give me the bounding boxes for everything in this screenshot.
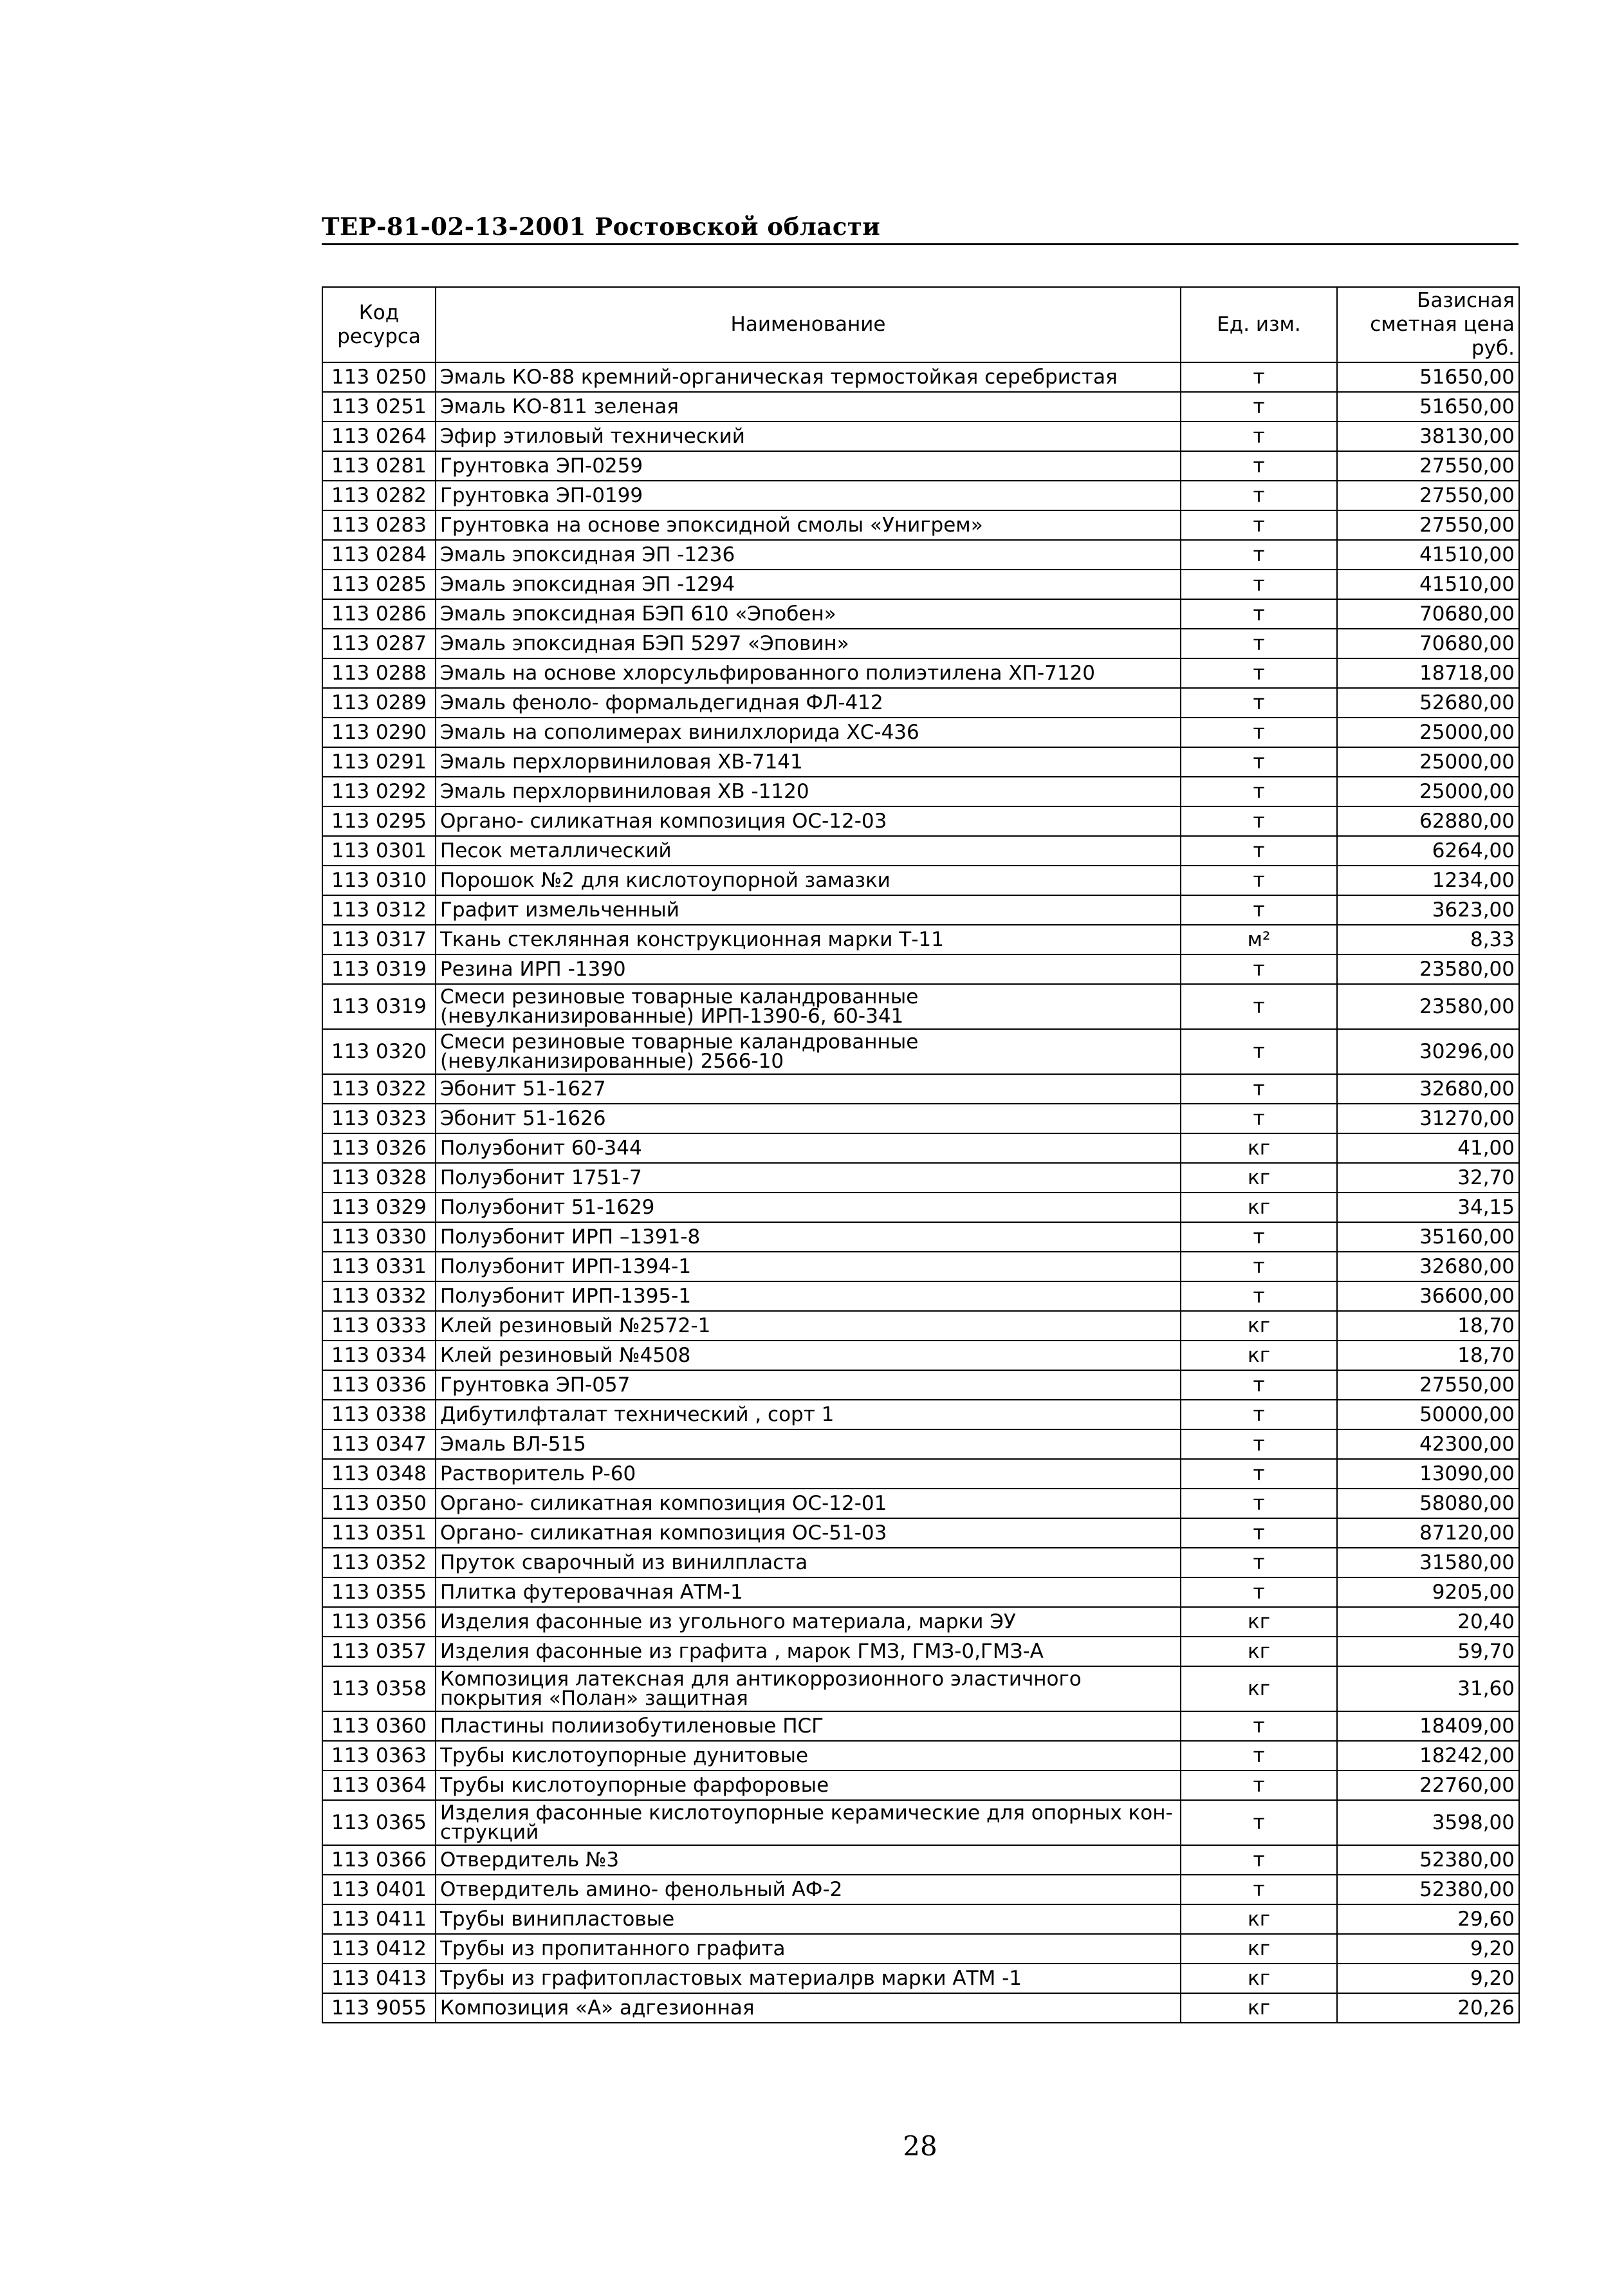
cell-name: Полуэбонит ИРП-1394-1 — [436, 1252, 1181, 1281]
cell-name: Пластины полиизобутиленовые ПСГ — [436, 1711, 1181, 1741]
cell-code: 113 0336 — [322, 1370, 436, 1400]
cell-price: 38130,00 — [1337, 422, 1519, 451]
table-row — [322, 925, 1519, 954]
table-row — [322, 599, 1519, 629]
cell-name: Песок металлический — [436, 836, 1181, 866]
cell-code: 113 0347 — [322, 1429, 436, 1459]
cell-unit: т — [1181, 1459, 1337, 1489]
table-row — [322, 895, 1519, 925]
table-row — [322, 1800, 1519, 1845]
table-row — [322, 1459, 1519, 1489]
table-row — [322, 1074, 1519, 1104]
cell-unit: т — [1181, 1429, 1337, 1459]
column-header-price: Базисная сметная цена руб. — [1337, 287, 1519, 362]
cell-code: 113 0283 — [322, 510, 436, 540]
cell-unit: кг — [1181, 1341, 1337, 1370]
cell-price: 52380,00 — [1337, 1845, 1519, 1875]
cell-price: 9205,00 — [1337, 1577, 1519, 1607]
cell-price: 18,70 — [1337, 1341, 1519, 1370]
cell-name: Эмаль на основе хлорсульфированного полиэтилена ХП-7120 — [436, 658, 1181, 688]
table-row — [322, 1311, 1519, 1341]
cell-unit: кг — [1181, 1163, 1337, 1193]
table-row — [322, 451, 1519, 481]
page-number: 28 — [903, 2130, 937, 2162]
column-header-code: Код ресурса — [322, 287, 436, 362]
table-row — [322, 1193, 1519, 1222]
cell-code: 113 0285 — [322, 570, 436, 599]
cell-code: 113 0295 — [322, 806, 436, 836]
cell-name: Изделия фасонные из угольного материала, марки ЭУ — [436, 1607, 1181, 1637]
cell-code: 113 0350 — [322, 1489, 436, 1518]
cell-name: Дибутилфталат технический , сорт 1 — [436, 1400, 1181, 1429]
cell-name: Эмаль перхлорвиниловая ХВ -1120 — [436, 777, 1181, 806]
cell-code: 113 0323 — [322, 1104, 436, 1133]
table-row — [322, 1281, 1519, 1311]
cell-code: 113 0352 — [322, 1548, 436, 1577]
cell-code: 113 0329 — [322, 1193, 436, 1222]
cell-name: Растворитель Р-60 — [436, 1459, 1181, 1489]
table-row — [322, 570, 1519, 599]
table-row — [322, 1163, 1519, 1193]
table-row — [322, 1904, 1519, 1934]
cell-unit: кг — [1181, 1311, 1337, 1341]
cell-unit: т — [1181, 658, 1337, 688]
cell-unit: т — [1181, 806, 1337, 836]
cell-unit: т — [1181, 1770, 1337, 1800]
table-row — [322, 1400, 1519, 1429]
cell-name: Грунтовка ЭП-057 — [436, 1370, 1181, 1400]
cell-price: 32,70 — [1337, 1163, 1519, 1193]
cell-code: 113 0282 — [322, 481, 436, 510]
resource-price-table — [322, 286, 1520, 2023]
cell-price: 9,20 — [1337, 1964, 1519, 1993]
cell-price: 18718,00 — [1337, 658, 1519, 688]
cell-unit: т — [1181, 718, 1337, 747]
table-header-row — [322, 287, 1519, 362]
cell-code: 113 0328 — [322, 1163, 436, 1193]
cell-price: 18,70 — [1337, 1311, 1519, 1341]
table-row — [322, 1711, 1519, 1741]
cell-code: 113 0412 — [322, 1934, 436, 1964]
cell-name: Клей резиновый №4508 — [436, 1341, 1181, 1370]
cell-code: 113 0364 — [322, 1770, 436, 1800]
cell-unit: кг — [1181, 1934, 1337, 1964]
cell-price: 25000,00 — [1337, 718, 1519, 747]
cell-code: 113 0310 — [322, 866, 436, 895]
cell-code: 113 0301 — [322, 836, 436, 866]
cell-price: 41,00 — [1337, 1133, 1519, 1163]
cell-name: Изделия фасонные кислотоупорные керамические для опорных кон-струкций — [436, 1800, 1181, 1845]
cell-code: 113 0287 — [322, 629, 436, 658]
cell-name: Органо- силикатная композиция ОС-12-01 — [436, 1489, 1181, 1518]
cell-price: 27550,00 — [1337, 510, 1519, 540]
table-row — [322, 481, 1519, 510]
cell-name: Полуэбонит ИРП-1395-1 — [436, 1281, 1181, 1311]
table-row — [322, 1429, 1519, 1459]
cell-unit: кг — [1181, 1637, 1337, 1666]
cell-name: Полуэбонит 51-1629 — [436, 1193, 1181, 1222]
table-row — [322, 866, 1519, 895]
cell-price: 35160,00 — [1337, 1222, 1519, 1252]
cell-code: 113 0338 — [322, 1400, 436, 1429]
cell-name: Плитка футеровачная АТМ-1 — [436, 1577, 1181, 1607]
cell-price: 27550,00 — [1337, 451, 1519, 481]
cell-name: Эбонит 51-1627 — [436, 1074, 1181, 1104]
cell-unit: т — [1181, 747, 1337, 777]
cell-name: Композиция «А» адгезионная — [436, 1993, 1181, 2023]
cell-name: Эмаль КО-88 кремний-органическая термостойкая серебристая — [436, 362, 1181, 392]
table-row — [322, 1252, 1519, 1281]
cell-name: Графит измельченный — [436, 895, 1181, 925]
cell-name: Композиция латексная для антикоррозионного эластичного покрытия «Полан» защитная — [436, 1666, 1181, 1711]
cell-code: 113 0365 — [322, 1800, 436, 1845]
cell-code: 113 0358 — [322, 1666, 436, 1711]
table-row — [322, 1993, 1519, 2023]
cell-unit: т — [1181, 570, 1337, 599]
cell-code: 113 0326 — [322, 1133, 436, 1163]
cell-name: Трубы винипластовые — [436, 1904, 1181, 1934]
cell-name: Полуэбонит 1751-7 — [436, 1163, 1181, 1193]
table-row — [322, 1518, 1519, 1548]
cell-unit: т — [1181, 836, 1337, 866]
cell-name: Полуэбонит 60-344 — [436, 1133, 1181, 1163]
cell-unit: кг — [1181, 1193, 1337, 1222]
cell-code: 113 0357 — [322, 1637, 436, 1666]
cell-name: Эмаль эпоксидная БЭП 610 «Эпобен» — [436, 599, 1181, 629]
cell-code: 113 0330 — [322, 1222, 436, 1252]
cell-unit: кг — [1181, 1964, 1337, 1993]
cell-price: 3623,00 — [1337, 895, 1519, 925]
cell-unit: т — [1181, 1518, 1337, 1548]
cell-name: Эмаль эпоксидная ЭП -1236 — [436, 540, 1181, 570]
cell-price: 23580,00 — [1337, 984, 1519, 1029]
cell-code: 113 0366 — [322, 1845, 436, 1875]
cell-price: 62880,00 — [1337, 806, 1519, 836]
cell-code: 113 0312 — [322, 895, 436, 925]
cell-price: 27550,00 — [1337, 1370, 1519, 1400]
cell-name: Трубы из графитопластовых материалрв марки АТМ -1 — [436, 1964, 1181, 1993]
cell-price: 87120,00 — [1337, 1518, 1519, 1548]
cell-unit: т — [1181, 1029, 1337, 1074]
cell-name: Пруток сварочный из винилпласта — [436, 1548, 1181, 1577]
table-row — [322, 362, 1519, 392]
cell-price: 22760,00 — [1337, 1770, 1519, 1800]
cell-name: Эмаль эпоксидная ЭП -1294 — [436, 570, 1181, 599]
header-rule — [322, 243, 1518, 245]
cell-code: 113 0251 — [322, 392, 436, 422]
cell-price: 50000,00 — [1337, 1400, 1519, 1429]
cell-unit: т — [1181, 1074, 1337, 1104]
cell-unit: т — [1181, 895, 1337, 925]
table-row — [322, 1845, 1519, 1875]
cell-unit: т — [1181, 1845, 1337, 1875]
cell-unit: т — [1181, 1875, 1337, 1904]
cell-code: 113 0264 — [322, 422, 436, 451]
cell-name: Органо- силикатная композиция ОС-51-03 — [436, 1518, 1181, 1548]
cell-code: 113 0355 — [322, 1577, 436, 1607]
cell-price: 9,20 — [1337, 1934, 1519, 1964]
table-row — [322, 1489, 1519, 1518]
table-row — [322, 688, 1519, 718]
cell-price: 30296,00 — [1337, 1029, 1519, 1074]
cell-price: 23580,00 — [1337, 954, 1519, 984]
cell-unit: т — [1181, 1489, 1337, 1518]
cell-unit: т — [1181, 1400, 1337, 1429]
cell-name: Отвердитель №3 — [436, 1845, 1181, 1875]
cell-code: 113 0284 — [322, 540, 436, 570]
cell-price: 51650,00 — [1337, 392, 1519, 422]
cell-code: 113 0331 — [322, 1252, 436, 1281]
cell-unit: кг — [1181, 1133, 1337, 1163]
cell-name: Эмаль перхлорвиниловая ХВ-7141 — [436, 747, 1181, 777]
cell-name: Эмаль КО-811 зеленая — [436, 392, 1181, 422]
cell-price: 18409,00 — [1337, 1711, 1519, 1741]
column-header-unit: Ед. изм. — [1181, 287, 1337, 362]
cell-unit: т — [1181, 777, 1337, 806]
table-row — [322, 540, 1519, 570]
cell-unit: т — [1181, 1741, 1337, 1770]
cell-code: 113 0348 — [322, 1459, 436, 1489]
document-header: ТЕР-81-02-13-2001 Ростовской области — [322, 212, 881, 241]
cell-price: 25000,00 — [1337, 747, 1519, 777]
cell-price: 8,33 — [1337, 925, 1519, 954]
cell-unit: кг — [1181, 1607, 1337, 1637]
cell-code: 113 0351 — [322, 1518, 436, 1548]
cell-price: 31580,00 — [1337, 1548, 1519, 1577]
table-row — [322, 1964, 1519, 1993]
cell-code: 113 0360 — [322, 1711, 436, 1741]
cell-unit: т — [1181, 1577, 1337, 1607]
cell-price: 32680,00 — [1337, 1252, 1519, 1281]
table-row — [322, 1133, 1519, 1163]
cell-unit: т — [1181, 984, 1337, 1029]
cell-price: 1234,00 — [1337, 866, 1519, 895]
table-row — [322, 1548, 1519, 1577]
table-row — [322, 1577, 1519, 1607]
cell-unit: т — [1181, 1252, 1337, 1281]
table-row — [322, 806, 1519, 836]
cell-unit: т — [1181, 362, 1337, 392]
table-row — [322, 718, 1519, 747]
cell-code: 113 0413 — [322, 1964, 436, 1993]
cell-unit: т — [1181, 1370, 1337, 1400]
cell-price: 70680,00 — [1337, 629, 1519, 658]
cell-name: Грунтовка на основе эпоксидной смолы «Унигрем» — [436, 510, 1181, 540]
cell-unit: кг — [1181, 1904, 1337, 1934]
cell-name: Эмаль ВЛ-515 — [436, 1429, 1181, 1459]
cell-code: 113 0334 — [322, 1341, 436, 1370]
table-row — [322, 1637, 1519, 1666]
cell-price: 18242,00 — [1337, 1741, 1519, 1770]
cell-code: 113 0332 — [322, 1281, 436, 1311]
cell-code: 113 0411 — [322, 1904, 436, 1934]
cell-name: Грунтовка ЭП-0199 — [436, 481, 1181, 510]
table-row — [322, 392, 1519, 422]
table-row — [322, 1341, 1519, 1370]
table-row — [322, 747, 1519, 777]
table-row — [322, 1934, 1519, 1964]
cell-price: 59,70 — [1337, 1637, 1519, 1666]
cell-name: Изделия фасонные из графита , марок ГМЗ, ГМЗ-0,ГМЗ-А — [436, 1637, 1181, 1666]
cell-price: 42300,00 — [1337, 1429, 1519, 1459]
cell-code: 113 0363 — [322, 1741, 436, 1770]
cell-price: 29,60 — [1337, 1904, 1519, 1934]
cell-price: 27550,00 — [1337, 481, 1519, 510]
table-row — [322, 1370, 1519, 1400]
cell-unit: кг — [1181, 1993, 1337, 2023]
cell-name: Органо- силикатная композиция ОС-12-03 — [436, 806, 1181, 836]
table-body — [322, 362, 1519, 2023]
cell-code: 113 0286 — [322, 599, 436, 629]
table-row — [322, 1222, 1519, 1252]
cell-code: 113 0289 — [322, 688, 436, 718]
cell-code: 113 0290 — [322, 718, 436, 747]
cell-code: 113 0322 — [322, 1074, 436, 1104]
cell-price: 34,15 — [1337, 1193, 1519, 1222]
cell-unit: т — [1181, 599, 1337, 629]
cell-price: 52680,00 — [1337, 688, 1519, 718]
cell-price: 20,26 — [1337, 1993, 1519, 2023]
cell-unit: кг — [1181, 1666, 1337, 1711]
cell-code: 113 0319 — [322, 984, 436, 1029]
cell-code: 113 0288 — [322, 658, 436, 688]
table-row — [322, 1666, 1519, 1711]
cell-code: 113 0292 — [322, 777, 436, 806]
cell-name: Резина ИРП -1390 — [436, 954, 1181, 984]
cell-code: 113 0356 — [322, 1607, 436, 1637]
table-row — [322, 1741, 1519, 1770]
table-row — [322, 1607, 1519, 1637]
table-row — [322, 1029, 1519, 1074]
cell-name: Трубы из пропитанного графита — [436, 1934, 1181, 1964]
cell-name: Грунтовка ЭП-0259 — [436, 451, 1181, 481]
table-row — [322, 777, 1519, 806]
cell-price: 3598,00 — [1337, 1800, 1519, 1845]
cell-name: Эмаль феноло- формальдегидная ФЛ-412 — [436, 688, 1181, 718]
cell-price: 41510,00 — [1337, 540, 1519, 570]
cell-name: Смеси резиновые товарные каландрованные (невулканизированные) 2566-10 — [436, 1029, 1181, 1074]
cell-name: Эмаль на сополимерах винилхлорида ХС-436 — [436, 718, 1181, 747]
cell-unit: т — [1181, 510, 1337, 540]
table-row — [322, 954, 1519, 984]
cell-unit: т — [1181, 481, 1337, 510]
resource-table-container — [322, 286, 1518, 2023]
cell-name: Трубы кислотоупорные фарфоровые — [436, 1770, 1181, 1800]
cell-unit: т — [1181, 540, 1337, 570]
cell-name: Трубы кислотоупорные дунитовые — [436, 1741, 1181, 1770]
table-row — [322, 984, 1519, 1029]
cell-price: 32680,00 — [1337, 1074, 1519, 1104]
cell-name: Эбонит 51-1626 — [436, 1104, 1181, 1133]
cell-unit: т — [1181, 1548, 1337, 1577]
cell-price: 13090,00 — [1337, 1459, 1519, 1489]
cell-name: Смеси резиновые товарные каландрованные (невулканизированные) ИРП-1390-6, 60-341 — [436, 984, 1181, 1029]
cell-unit: т — [1181, 1800, 1337, 1845]
table-row — [322, 629, 1519, 658]
cell-price: 70680,00 — [1337, 599, 1519, 629]
table-row — [322, 1770, 1519, 1800]
cell-code: 113 9055 — [322, 1993, 436, 2023]
cell-name: Ткань стеклянная конструкционная марки Т-11 — [436, 925, 1181, 954]
cell-unit: т — [1181, 1104, 1337, 1133]
cell-price: 36600,00 — [1337, 1281, 1519, 1311]
cell-name: Клей резиновый №2572-1 — [436, 1311, 1181, 1341]
cell-code: 113 0291 — [322, 747, 436, 777]
cell-code: 113 0250 — [322, 362, 436, 392]
cell-name: Отвердитель амино- фенольный АФ-2 — [436, 1875, 1181, 1904]
cell-code: 113 0319 — [322, 954, 436, 984]
cell-unit: т — [1181, 866, 1337, 895]
cell-price: 41510,00 — [1337, 570, 1519, 599]
cell-price: 58080,00 — [1337, 1489, 1519, 1518]
table-row — [322, 1875, 1519, 1904]
cell-unit: т — [1181, 954, 1337, 984]
cell-name: Эмаль эпоксидная БЭП 5297 «Эповин» — [436, 629, 1181, 658]
table-row — [322, 422, 1519, 451]
cell-code: 113 0333 — [322, 1311, 436, 1341]
cell-name: Полуэбонит ИРП –1391-8 — [436, 1222, 1181, 1252]
cell-unit: т — [1181, 1222, 1337, 1252]
cell-unit: т — [1181, 1711, 1337, 1741]
cell-unit: т — [1181, 451, 1337, 481]
table-row — [322, 510, 1519, 540]
cell-code: 113 0281 — [322, 451, 436, 481]
cell-price: 25000,00 — [1337, 777, 1519, 806]
cell-unit: т — [1181, 392, 1337, 422]
cell-code: 113 0401 — [322, 1875, 436, 1904]
cell-unit: т — [1181, 422, 1337, 451]
cell-unit: м² — [1181, 925, 1337, 954]
cell-price: 6264,00 — [1337, 836, 1519, 866]
cell-price: 51650,00 — [1337, 362, 1519, 392]
cell-code: 113 0320 — [322, 1029, 436, 1074]
table-row — [322, 836, 1519, 866]
cell-price: 20,40 — [1337, 1607, 1519, 1637]
cell-name: Эфир этиловый технический — [436, 422, 1181, 451]
cell-price: 52380,00 — [1337, 1875, 1519, 1904]
table-row — [322, 658, 1519, 688]
cell-price: 31270,00 — [1337, 1104, 1519, 1133]
cell-unit: т — [1181, 629, 1337, 658]
cell-unit: т — [1181, 688, 1337, 718]
cell-unit: т — [1181, 1281, 1337, 1311]
table-row — [322, 1104, 1519, 1133]
cell-price: 31,60 — [1337, 1666, 1519, 1711]
cell-name: Порошок №2 для кислотоупорной замазки — [436, 866, 1181, 895]
column-header-name: Наименование — [436, 287, 1181, 362]
cell-code: 113 0317 — [322, 925, 436, 954]
